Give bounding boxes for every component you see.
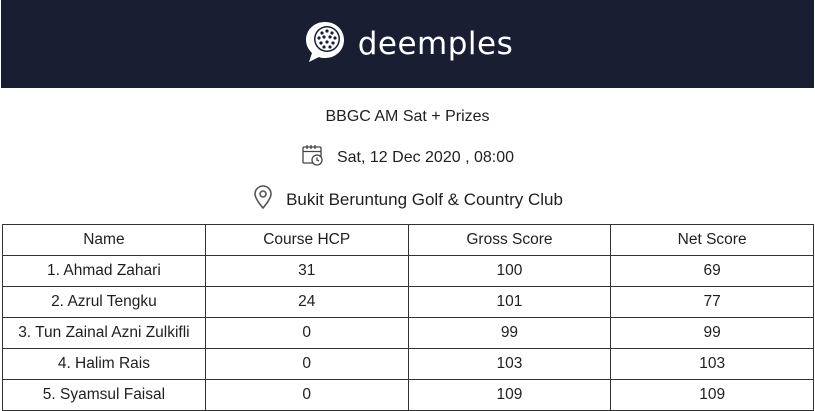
net-score: 99 bbox=[611, 318, 814, 349]
player-name: 4. Halim Rais bbox=[3, 349, 206, 380]
course-hcp: 0 bbox=[205, 380, 408, 411]
event-datetime: Sat, 12 Dec 2020 , 08:00 bbox=[336, 148, 514, 166]
gross-score: 109 bbox=[408, 380, 611, 411]
course-hcp: 0 bbox=[205, 318, 408, 349]
column-header-gross-score: Gross Score bbox=[408, 225, 611, 256]
table-header-row bbox=[3, 225, 814, 256]
course-hcp: 0 bbox=[205, 349, 408, 380]
player-name: 5. Syamsul Faisal bbox=[3, 380, 206, 411]
column-header-net-score: Net Score bbox=[611, 225, 814, 256]
course-hcp: 31 bbox=[205, 256, 408, 287]
player-name: 3. Tun Zainal Azni Zulkifli bbox=[3, 318, 206, 349]
scores-table bbox=[2, 224, 814, 411]
net-score: 77 bbox=[611, 287, 814, 318]
net-score: 69 bbox=[611, 256, 814, 287]
gross-score: 101 bbox=[408, 287, 611, 318]
app-header bbox=[1, 0, 814, 88]
brand-name: deemples bbox=[357, 26, 514, 62]
event-date-row bbox=[0, 143, 815, 172]
brand-logo[interactable] bbox=[302, 19, 514, 70]
event-venue-row bbox=[0, 184, 815, 215]
column-header-course-hcp: Course HCP bbox=[205, 225, 408, 256]
location-pin-icon bbox=[252, 184, 274, 215]
table-row bbox=[3, 380, 814, 411]
gross-score: 100 bbox=[408, 256, 611, 287]
table-row bbox=[3, 349, 814, 380]
event-venue: Bukit Beruntung Golf & Country Club bbox=[286, 189, 563, 209]
column-header-name: Name bbox=[3, 225, 206, 256]
net-score: 103 bbox=[611, 349, 814, 380]
player-name: 2. Azrul Tengku bbox=[3, 287, 206, 318]
golf-ball-chat-icon bbox=[302, 19, 348, 70]
table-row bbox=[3, 318, 814, 349]
gross-score: 99 bbox=[408, 318, 611, 349]
course-hcp: 24 bbox=[205, 287, 408, 318]
table-row bbox=[3, 256, 814, 287]
calendar-clock-icon bbox=[301, 143, 325, 172]
net-score: 109 bbox=[611, 380, 814, 411]
player-name: 1. Ahmad Zahari bbox=[3, 256, 206, 287]
table-row bbox=[3, 287, 814, 318]
gross-score: 103 bbox=[408, 349, 611, 380]
event-title: BBGC AM Sat + Prizes bbox=[325, 108, 490, 125]
